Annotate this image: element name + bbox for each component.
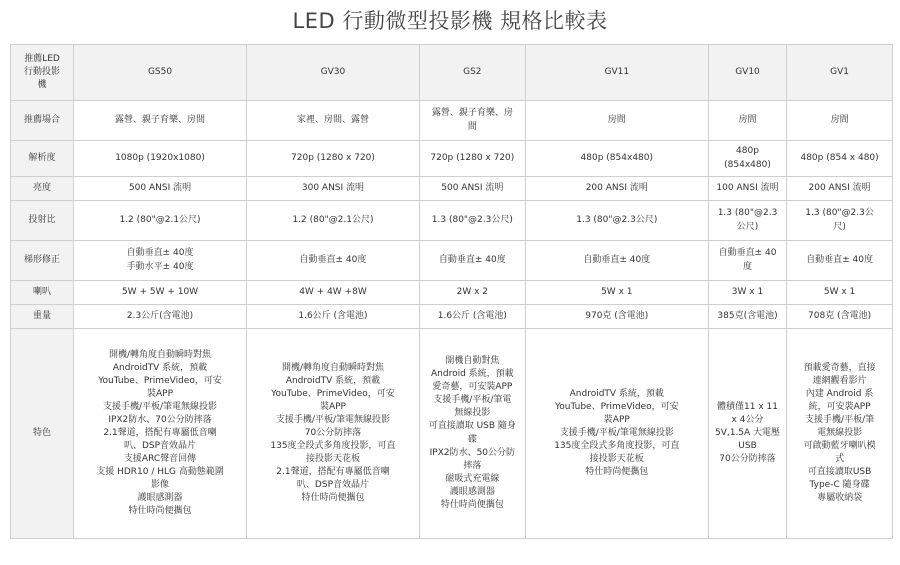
cell-text-line: 特仕時尚便攜包: [128, 506, 192, 517]
cell-text-line: 房間: [830, 114, 849, 125]
cell-text-line: 1.3 (80"@2.3: [717, 208, 778, 219]
cell-text-line: 720p (1280 x 720): [291, 152, 375, 163]
cell-text-line: 200 ANSI 流明: [585, 182, 648, 193]
cell-text-line: YouTube、PrimeVideo，可安: [554, 401, 679, 412]
cell-text-line: 3W x 1: [731, 286, 764, 297]
cell-text-line: 露營、親子育樂、房間: [115, 114, 206, 125]
row-label: 解析度: [11, 141, 74, 177]
cell-text-line: 720p (1280 x 720): [430, 152, 515, 163]
cell-text-line: 自動垂直± 40度: [583, 254, 651, 265]
cell-text-line: 預載愛奇藝，直接: [803, 362, 876, 373]
table-cell: [787, 101, 893, 141]
table-cell: [708, 241, 786, 281]
cell-text-line: 2.3公斤(含電池): [126, 310, 194, 321]
table-cell: [787, 281, 893, 305]
table-cell: [787, 305, 893, 329]
table-cell: [525, 281, 708, 305]
cell-text-line: 手動水平± 40度: [126, 261, 194, 272]
cell-text-line: 家裡、房間、露營: [296, 114, 369, 125]
cell-text-line: 1.6公斤 (含電池): [298, 310, 368, 321]
table-cell: [525, 305, 708, 329]
table-cell: [419, 305, 525, 329]
cell-text-line: 特仕時尚便攜包: [585, 467, 649, 478]
table-row: [11, 281, 893, 305]
table-cell: [708, 329, 786, 539]
cell-text-line: AndroidTV 系統，預載: [569, 388, 664, 399]
cell-text-line: 度: [743, 261, 753, 272]
cell-text-line: 可直接讀取USB: [807, 467, 872, 478]
cell-text-line: Type-C 隨身碟: [809, 480, 870, 491]
cell-text-line: 支援手機/平板/筆電無線投影: [275, 414, 390, 425]
cell-text-line: 385克(含電池): [717, 310, 778, 321]
cell-text-line: 100 ANSI 流明: [716, 182, 779, 193]
cell-text-line: 裝APP: [319, 401, 346, 412]
cell-text-line: 公尺): [736, 221, 759, 232]
table-row: [11, 201, 893, 241]
table-cell: [419, 177, 525, 201]
cell-text-line: 統，可安裝APP: [808, 401, 871, 412]
cell-text-line: 支援手機/平板/筆: [805, 414, 875, 425]
cell-text-line: IPX2防水、50公分防: [429, 447, 516, 458]
cell-text-line: 間: [467, 121, 477, 132]
cell-text-line: 1.3 (80"@2.3公尺): [576, 214, 658, 225]
cell-text-line: IPX2防水、70公分防摔落: [108, 414, 212, 425]
cell-text-line: 摔落: [463, 460, 482, 471]
table-cell: [419, 241, 525, 281]
model-header-gs2: GS2: [419, 45, 525, 101]
table-cell: [525, 101, 708, 141]
table-cell: [787, 201, 893, 241]
table-cell: [787, 141, 893, 177]
row-label: 梯形修正: [11, 241, 74, 281]
table-cell: [708, 101, 786, 141]
cell-text-line: 體積僅11 x 11: [717, 401, 778, 412]
table-row: [11, 241, 893, 281]
table-cell: [247, 329, 420, 539]
table-cell: [419, 101, 525, 141]
row-label: 重量: [11, 305, 74, 329]
corner-header-line: 機: [37, 80, 47, 91]
cell-text-line: 自動垂直± 40: [718, 248, 777, 259]
corner-header: [11, 45, 74, 101]
cell-text-line: 1.2 (80"@2.1公尺): [119, 214, 201, 225]
cell-text-line: 70公分防摔落: [304, 427, 362, 438]
table-cell: [74, 305, 247, 329]
model-header-gs50: GS50: [74, 45, 247, 101]
cell-text-line: 無線投影: [454, 408, 491, 419]
cell-text-line: 2W x 2: [456, 286, 489, 297]
row-label: 推薦場合: [11, 101, 74, 141]
cell-text-line: 式: [835, 454, 845, 465]
table-cell: [247, 241, 420, 281]
cell-text-line: 200 ANSI 流明: [808, 182, 871, 193]
spec-comparison-table: [10, 44, 893, 539]
cell-text-line: 5W x 1: [601, 286, 633, 297]
table-row: [11, 329, 893, 539]
cell-text-line: 500 ANSI 流明: [128, 182, 192, 193]
table-cell: [419, 329, 525, 539]
corner-header-line: 行動投影: [24, 66, 61, 77]
corner-header-line: 推薦LED: [24, 53, 60, 64]
cell-text-line: 1.6公斤 (含電池): [437, 310, 507, 321]
cell-text-line: 接投影天花板: [305, 454, 360, 465]
model-header-gv11: GV11: [525, 45, 708, 101]
table-cell: [74, 329, 247, 539]
cell-text-line: YouTube、PrimeVideo，可安: [98, 375, 222, 386]
row-label: 特色: [11, 329, 74, 539]
cell-text-line: 房間: [738, 114, 757, 125]
cell-text-line: 2.1聲道，搭配有專屬低音喇: [276, 467, 390, 478]
cell-text-line: 支援手機/平板/筆電無線投影: [102, 401, 218, 412]
table-cell: [708, 177, 786, 201]
table-cell: [787, 329, 893, 539]
cell-text-line: 叭、DSP音效晶片: [123, 441, 197, 452]
cell-text-line: 70公分防摔落: [719, 454, 776, 465]
cell-text-line: 支援 HDR10 / HLG 高動態範圍: [96, 467, 224, 478]
table-cell: [74, 201, 247, 241]
cell-text-line: 可直接讀取 USB 隨身: [428, 421, 516, 432]
table-cell: [74, 281, 247, 305]
cell-text-line: 1.3 (80"@2.3公: [805, 208, 874, 219]
cell-text-line: 2.1聲道，搭配有專屬低音喇: [103, 427, 217, 438]
cell-text-line: 內建 Android 系: [805, 388, 874, 399]
cell-text-line: Android 系統，預載: [431, 369, 514, 380]
table-cell: [708, 141, 786, 177]
table-row: [11, 101, 893, 141]
cell-text-line: 連網觀看影片: [812, 375, 867, 386]
cell-text-line: (854x480): [724, 159, 771, 170]
table-cell: [419, 141, 525, 177]
cell-text-line: 特仕時尚便攜包: [301, 493, 365, 504]
table-cell: [247, 101, 420, 141]
cell-text-line: 135度全段式多角度投影，可直: [554, 441, 680, 452]
table-cell: [247, 141, 420, 177]
table-row: [11, 141, 893, 177]
cell-text-line: 480p (854x480): [580, 152, 654, 163]
cell-text-line: 970克 (含電池): [585, 310, 649, 321]
cell-text-line: 自動垂直± 40度: [806, 254, 874, 265]
table-cell: [74, 101, 247, 141]
cell-text-line: 特仕時尚便攜包: [440, 499, 504, 510]
cell-text-line: AndroidTV 系統，預載: [285, 375, 381, 386]
table-cell: [74, 177, 247, 201]
cell-text-line: 愛奇藝，可安裝APP: [432, 382, 513, 393]
cell-text-line: 支援手機/平板/筆電無線投影: [559, 427, 674, 438]
cell-text-line: 自動垂直± 40度: [299, 254, 367, 265]
cell-text-line: 可啟動藍牙喇叭模: [803, 441, 876, 452]
cell-text-line: 露營、親子育樂、房: [431, 108, 513, 119]
cell-text-line: 護眼感測器: [137, 493, 183, 504]
table-cell: [787, 241, 893, 281]
row-label: 投射比: [11, 201, 74, 241]
model-header-gv30: GV30: [247, 45, 420, 101]
table-cell: [525, 201, 708, 241]
cell-text-line: 1.2 (80"@2.1公尺): [292, 214, 374, 225]
cell-text-line: 4W + 4W +8W: [299, 286, 367, 297]
cell-text-line: 500 ANSI 流明: [441, 182, 504, 193]
table-cell: [525, 329, 708, 539]
cell-text-line: 480p (854 x 480): [800, 152, 879, 163]
cell-text-line: 護眼感測器: [449, 486, 495, 497]
table-cell: [74, 141, 247, 177]
table-cell: [247, 305, 420, 329]
row-label: 喇叭: [11, 281, 74, 305]
cell-text-line: 磁吸式充電線: [445, 473, 500, 484]
table-cell: [247, 281, 420, 305]
table-cell: [247, 177, 420, 201]
cell-text-line: 5W + 5W + 10W: [121, 286, 199, 297]
cell-text-line: 房間: [607, 114, 626, 125]
model-header-gv1: GV1: [787, 45, 893, 101]
cell-text-line: 5V,1.5A 大電壓: [714, 427, 781, 438]
cell-text-line: 300 ANSI 流明: [301, 182, 365, 193]
cell-text-line: 影像: [151, 480, 170, 491]
cell-text-line: 480p: [736, 146, 759, 157]
table-cell: [525, 141, 708, 177]
table-cell: [525, 177, 708, 201]
cell-text-line: 開機自動對焦: [445, 356, 500, 367]
model-header-gv10: GV10: [708, 45, 786, 101]
cell-text-line: 尺): [833, 221, 846, 232]
table-cell: [708, 305, 786, 329]
table-row: [11, 305, 893, 329]
header-row: [11, 45, 893, 101]
cell-text-line: AndroidTV 系統，預載: [112, 362, 208, 373]
table-cell: [525, 241, 708, 281]
cell-text-line: 1.3 (80"@2.3公尺): [431, 214, 513, 225]
table-cell: [74, 241, 247, 281]
cell-text-line: YouTube、PrimeVideo，可安: [271, 388, 395, 399]
cell-text-line: 自動垂直± 40度: [126, 248, 194, 259]
table-cell: [708, 281, 786, 305]
cell-text-line: 裝APP: [603, 414, 630, 425]
cell-text-line: 1080p (1920x1080): [115, 152, 205, 163]
cell-text-line: 708克 (含電池): [808, 310, 872, 321]
table-cell: [787, 177, 893, 201]
table-cell: [247, 201, 420, 241]
table-cell: [419, 281, 525, 305]
cell-text-line: 5W x 1: [823, 286, 856, 297]
table-row: [11, 177, 893, 201]
row-label: 亮度: [11, 177, 74, 201]
cell-text-line: 開機/轉角度自動瞬時對焦: [281, 362, 384, 373]
cell-text-line: 開機/轉角度自動瞬時對焦: [109, 349, 212, 360]
cell-text-line: x 4公分: [731, 414, 764, 425]
cell-text-line: USB: [738, 441, 757, 452]
cell-text-line: 135度全段式多角度投影，可直: [270, 441, 396, 452]
page-title: LED 行動微型投影機 規格比較表: [292, 9, 608, 33]
table-cell: [419, 201, 525, 241]
cell-text-line: 支援手機/平板/筆電: [433, 395, 512, 406]
cell-text-line: 碟: [467, 434, 477, 445]
cell-text-line: 裝APP: [147, 388, 174, 399]
cell-text-line: 叭、DSP音效晶片: [296, 480, 369, 491]
cell-text-line: 接投影天花板: [589, 454, 644, 465]
cell-text-line: 支援ARC聲音回傳: [123, 454, 197, 465]
cell-text-line: 專屬收納袋: [817, 493, 863, 504]
cell-text-line: 電無線投影: [817, 427, 863, 438]
table-cell: [708, 201, 786, 241]
cell-text-line: 自動垂直± 40度: [438, 254, 506, 265]
